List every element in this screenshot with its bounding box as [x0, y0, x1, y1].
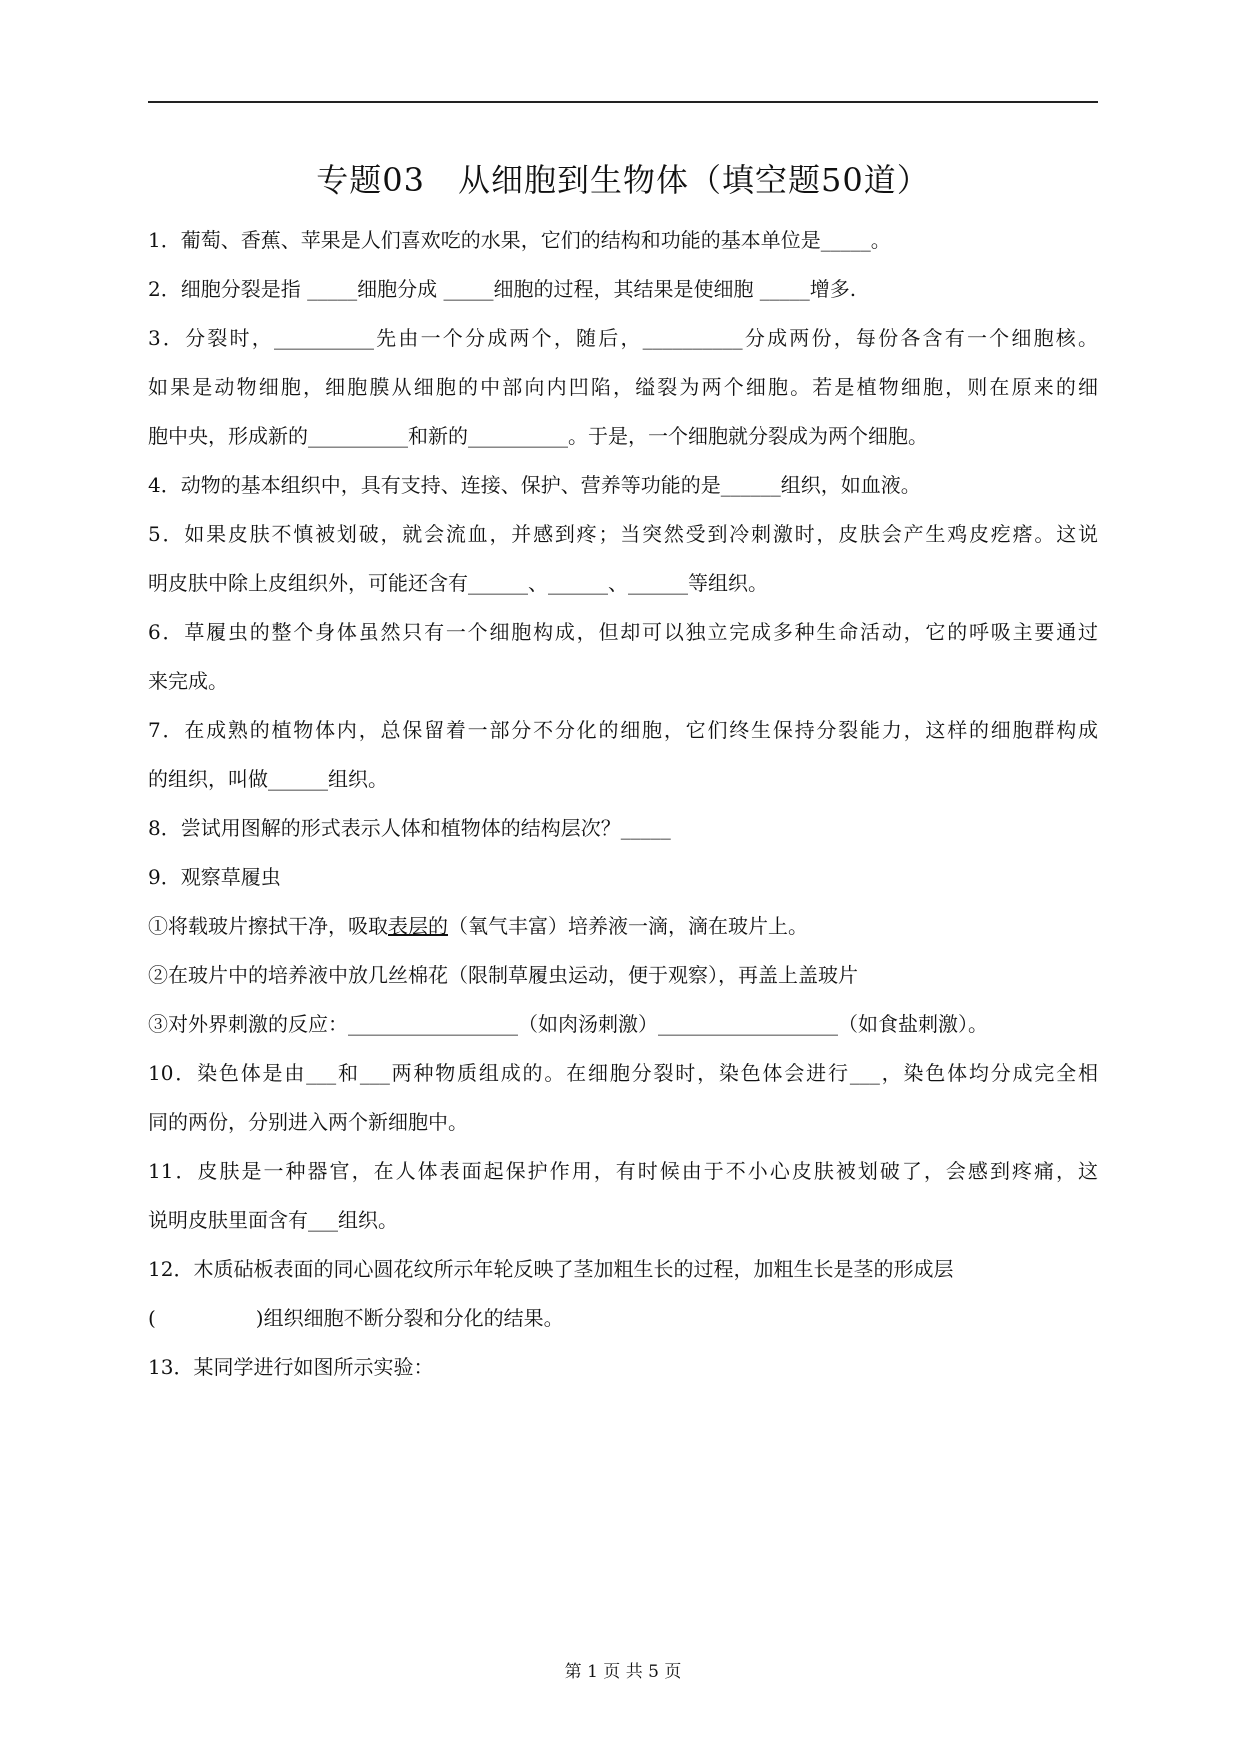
question-5-line-1: 5．如果皮肤不慎被划破，就会流血，并感到疼；当突然受到冷刺激时，皮肤会产生鸡皮疙瘩。这说 — [148, 522, 1098, 546]
question-9-step-1-underlined: 表层的 — [388, 914, 448, 938]
question-6-line-1: 6．草履虫的整个身体虽然只有一个细胞构成，但却可以独立完成多种生命活动，它的呼吸主要通过 — [148, 620, 1098, 644]
question-9-step-2: ②在玻片中的培养液中放几丝棉花（限制草履虫运动，便于观察），再盖上盖玻片 — [148, 963, 858, 987]
question-9-step-1-start: ①将载玻片擦拭干净，吸取 — [148, 914, 388, 938]
question-9: 9．观察草履虫 — [148, 865, 281, 889]
question-7-line-2: 的组织，叫做______组织。 — [148, 767, 388, 791]
page-title: 专题03 从细胞到生物体（填空题50道） — [316, 161, 930, 199]
question-9-step-3: ③对外界刺激的反应：_________________（如肉汤刺激）__________________（如食盐刺激）。 — [148, 1012, 988, 1036]
question-6-line-2: 来完成。 — [148, 669, 228, 693]
question-3-line-3: 胞中央，形成新的__________和新的__________。于是，一个细胞就分裂成为两个细胞。 — [148, 424, 928, 448]
question-10-line-2: 同的两份，分别进入两个新细胞中。 — [148, 1110, 468, 1134]
question-3-line-1: 3．分裂时，__________先由一个分成两个，随后，__________分成两份，每份各含有一个细胞核。 — [148, 326, 1098, 350]
page-footer: 第 1 页 共 5 页 — [564, 1662, 682, 1682]
question-1: 1．葡萄、香蕉、苹果是人们喜欢吃的水果，它们的结构和功能的基本单位是_____。 — [148, 228, 891, 252]
question-2: 2．细胞分裂是指 _____细胞分成 _____细胞的过程，其结果是使细胞 _____增多. — [148, 277, 857, 301]
question-3-line-2: 如果是动物细胞，细胞膜从细胞的中部向内凹陷，缢裂为两个细胞。若是植物细胞，则在原来的细 — [148, 375, 1098, 399]
question-11-line-1: 11．皮肤是一种器官，在人体表面起保护作用，有时候由于不小心皮肤被划破了，会感到疼痛，这 — [148, 1159, 1098, 1183]
question-8: 8．尝试用图解的形式表示人体和植物体的结构层次？_____ — [148, 816, 671, 840]
question-4: 4．动物的基本组织中，具有支持、连接、保护、营养等功能的是______组织，如血液。 — [148, 473, 921, 497]
question-12-line-1: 12．木质砧板表面的同心圆花纹所示年轮反映了茎加粗生长的过程，加粗生长是茎的形成层 — [148, 1257, 954, 1281]
question-13: 13．某同学进行如图所示实验： — [148, 1355, 434, 1379]
question-12-line-2: ( )组织细胞不断分裂和分化的结果。 — [148, 1306, 564, 1330]
header-rule — [148, 101, 1098, 103]
question-5-line-2: 明皮肤中除上皮组织外，可能还含有______、______、______等组织。 — [148, 571, 768, 595]
question-9-step-1 — [148, 902, 1098, 951]
question-11-line-2: 说明皮肤里面含有___组织。 — [148, 1208, 398, 1232]
question-9-step-1-end: （氧气丰富）培养液一滴，滴在玻片上。 — [448, 914, 808, 938]
question-7-line-1: 7．在成熟的植物体内，总保留着一部分不分化的细胞，它们终生保持分裂能力，这样的细胞群构成 — [148, 718, 1098, 742]
question-10-line-1: 10．染色体是由___和___两种物质组成的。在细胞分裂时，染色体会进行___，染色体均分成完全相 — [148, 1061, 1098, 1085]
question-list — [148, 216, 1098, 1392]
